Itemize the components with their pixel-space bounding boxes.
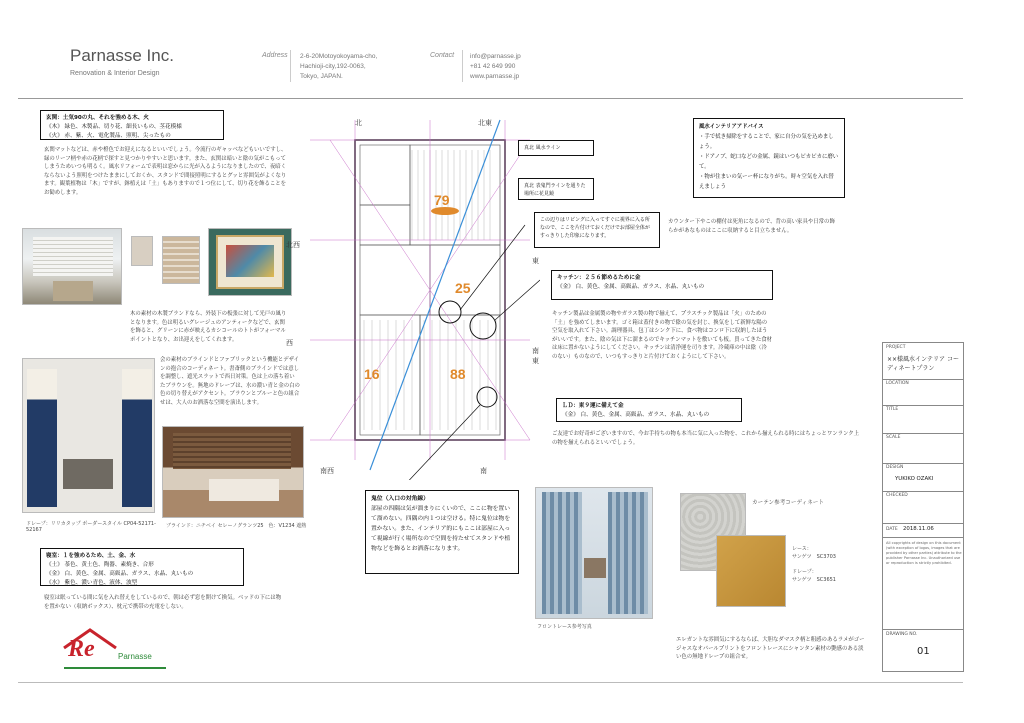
- wood-blind-photo: [22, 228, 122, 305]
- drawing-number: 01: [917, 646, 930, 657]
- project-label: PROJECT: [886, 345, 906, 350]
- bedroom-box-line: 《金》 白、黄色、金属、高級品、ガラス、水晶、丸いもの: [46, 571, 194, 577]
- bottom-rule: [18, 682, 963, 683]
- lace-photo-caption: フロントレース参考写真: [537, 624, 592, 630]
- lace-code: サンゲツ SC3703: [792, 554, 836, 560]
- ld-feng-shui-box: [556, 398, 742, 422]
- compass-north: 北: [355, 119, 362, 127]
- compass-west: 西: [286, 339, 293, 347]
- designer-name: YUKIKO OZAKI: [895, 476, 934, 482]
- advice-box-title: 風水インテリアアドバイス: [699, 124, 764, 130]
- contact-email[interactable]: info@parnasse.jp: [470, 53, 521, 60]
- zone-number-16: 16: [364, 366, 380, 382]
- ld-box-title: ＬＤ：東９運に備えて金: [562, 403, 624, 409]
- corner-box-title: 鬼位（入口の対角線）: [371, 496, 429, 502]
- entrance-box-line: 《火》 赤、紫、火、電化製品、照明、尖ったもの: [46, 133, 171, 139]
- kitchen-advice-text: キッチン製品は金属製の物やガラス製の物で揃えて、プラスチック製品は「火」のための「土」を強めてしまいます。ゴミ箱は蓋付きの物で陰の気を封じ、換気をして新鮮な陽の空気を取入れて下さい。調理器具、包丁はシンク下に、食べ物はコンロ下に収納したほうがいいです。また、陰の気は下に溜まるのでキッチンマットを敷いても板。買ってきた食材は床に置かないようにしてください。キッチンは清浄運を司ります。冷蔵庫の中は陰（冷のない）ものなので、いつもすっきりと片付けておくようにして下さい。: [552, 311, 772, 360]
- contact-block: [470, 52, 521, 82]
- fabric-advice-text: エレガントな雰囲気にするならば、大胆なダマスク柄と粗感のあるラメがゴージャスなオパールプリントをフロントレースにシャンタン素材の艶感のある淡い色の無地ドレープの組合せ。: [676, 637, 865, 661]
- drape-caption: ドレープ：リリカタップ ボーダースタイル CP04-52171-52167: [26, 521, 156, 533]
- entrance-box-title: 玄関：土気90の丸、それを強める木、火: [46, 115, 149, 121]
- advice-line: ・手で拭き掃除をすることで、家に自分の気を込めましょう。: [699, 134, 834, 150]
- blind-caption: ブラインド：ニチベイ セレーノグランツ25 色：V1234 遮熱: [166, 523, 307, 529]
- logo-name: Parnasse: [118, 652, 152, 661]
- drawing-number-label: DRAWING NO.: [886, 632, 918, 637]
- copyright-notice: All copyrights of design on this document (with exception of logos, images that are provided by other parties) attribute to the publisher Parnasse Inc. Unauthorized use or reproduction is strictly prohibited.: [886, 541, 962, 565]
- project-name: ××様風水インテリア コーディネートプラン: [887, 356, 959, 372]
- logo-mark: Re: [68, 636, 95, 662]
- advice-line: ・物が住まいの気ーー杯になりがち。時々空気を入れ替えましょう: [699, 174, 834, 190]
- company-name: Parnasse Inc.: [70, 46, 174, 65]
- bedroom-box-line: 《土》 茶色、黄土色、陶器、素焼き、合形: [46, 562, 154, 568]
- date-cell: [883, 523, 963, 538]
- checked-label: CHECKED: [886, 493, 908, 498]
- entrance-feng-shui-box: [40, 110, 224, 140]
- entrance-box-line: 《木》 緑色、木製品、切り花、細長いもの、茎花模様: [46, 124, 182, 130]
- date-label: DATE: [886, 527, 898, 532]
- kitchen-feng-shui-box: [551, 270, 773, 300]
- contact-label: Contact: [430, 52, 455, 59]
- feng-shui-advice-box: [693, 118, 845, 198]
- kitchen-box-line: 《金》 白、黄色、金属、高級品、ガラス、水晶、丸いもの: [557, 284, 705, 290]
- title-cell: [883, 405, 963, 434]
- design-cell: [883, 463, 963, 492]
- drape-label: ドレープ：: [792, 569, 817, 575]
- design-label: DESIGN: [886, 465, 904, 470]
- entrance-advice-text: 玄関マットなどは、赤や橙色でお迎えになるといいでしょう。今流行のギャッベなどもいいですし、緑のリーフ柄や赤の花柄で探すと見つかりやすいと思います。また、玄関は暗いと陰の気がこもってしまうためいつも明るく。風水リフォームで表明は窓からに光が入るようになりましたので、夜暗くならないよう照明をつけたままにしておくか、スタンドで間接照明にするとグッと雰囲気がよくなります。観葉植物は「木」ですが、鉢植えは「土」もありますので１つ位にして、切り花を飾ることをお勧めします。: [44, 147, 287, 196]
- blind-swatch-photo: [131, 236, 153, 266]
- blind-advice-text: 木の素材の木製ブランドなら、外装下の板張に対して光戸の風りとなります。色は明るいグレージュのアンティークなどで、玄関を飾ると、グリーンに赤が映えるカシコールのトトがフォーマルポイントとなり、お出迎えをしてくれます。: [130, 311, 287, 343]
- framed-art-photo: [208, 228, 292, 296]
- drape-curtain-photo: [22, 358, 155, 513]
- magnetic-north-note: 真北 風水ライン: [518, 140, 594, 156]
- compass-east: 東: [532, 257, 539, 265]
- location-cell: [883, 379, 963, 406]
- curtain-advice-text: 会の素材のブラインドとファブリックという機能とデザインの抱合のコーディネート。書斎側のブラインドでは意しを調整し、遮光スラットで西日対策。色は上の落ち着いたブラウンを。無地のドレーブは、水の濃い青と金の白の色の切り替えがアクセント。ブラウンとブルーと色の組合せは、大人のお洒落な空間を演出します。: [160, 357, 300, 406]
- address-line: Tokyo, JAPAN.: [300, 73, 343, 80]
- ld-box-line: 《金》 白、黄色、金属、高級品、ガラス、水晶、丸いもの: [562, 412, 710, 418]
- corner-box-text: 部屋の四隅は気が溜まりにくいので、ここに物を置いて溜めない。四隅の内１つは空ける。特に鬼位は物を置かない。また、インテリア的にもここは部屋に入って視線が行く場所なので空間を持たせてスタンドや植物などを飾るとお洒落になります。: [371, 506, 511, 552]
- header-divider: [462, 50, 463, 82]
- bedroom-box-title: 寝室：１を強めるため、土、金、水: [46, 553, 136, 559]
- floor-plan-drawing: [300, 110, 540, 480]
- drawing-date: 2018.11.06: [903, 526, 934, 532]
- compass-southeast: 南東: [532, 347, 539, 365]
- living-callout-box: この辺りはリビングに入ってすぐに視界に入る所なので、ここを片付けておくだけでお部屋全体がすっきりした印象になります。: [534, 212, 660, 248]
- checked-cell: [883, 491, 963, 524]
- compass-northwest: 北西: [286, 241, 300, 249]
- fabric-heading: カーテン参考コーディネート: [752, 500, 824, 506]
- zone-number-88: 88: [450, 366, 466, 382]
- advice-line: ・ドアノブ、蛇口などの金属、鏡はいつもピカピカに磨いて。: [699, 154, 839, 170]
- header-divider: [290, 50, 291, 82]
- zone-number-25: 25: [455, 280, 471, 296]
- title-block: [882, 342, 964, 672]
- company-tagline: Renovation & Interior Design: [70, 70, 160, 77]
- zone-number-79: 79: [434, 192, 450, 208]
- kitchen-box-title: キッチン：２５６節めるために金: [557, 275, 641, 281]
- address-line: Hachioji-city,192-0063,: [300, 63, 366, 70]
- blind-slat-photo: [162, 236, 200, 284]
- bedroom-advice-text: 寝室は眠っている間に気を入れ替えをしているので、朝は必ず窓を開けて換気。ベッドの下には物を置かない（収納ボックス）、枕元で携帯の充電をしない。: [44, 595, 282, 610]
- floor-plan: [286, 110, 540, 480]
- corner-feng-shui-box: [365, 490, 519, 574]
- title-label: TITLE: [886, 407, 899, 412]
- bedroom-feng-shui-box: [40, 548, 244, 586]
- drape-code: サンゲツ SC3651: [792, 577, 836, 583]
- parnasse-logo: [60, 624, 170, 670]
- drawing-number-cell: [883, 629, 963, 672]
- compass-south: 南: [480, 467, 487, 475]
- lace-label: レース：: [792, 546, 812, 552]
- contact-website[interactable]: www.parnasse.jp: [470, 73, 520, 80]
- address-block: [300, 52, 377, 82]
- front-lace-photo: [535, 487, 653, 619]
- header-rule: [18, 98, 963, 99]
- bedroom-box-line: 《水》 紫色、濃い青色、液体、波型: [46, 580, 138, 586]
- project-cell: [883, 343, 963, 380]
- bedroom-blind-photo: [162, 426, 304, 518]
- ld-advice-text: ご友達でお好奇がございますので、今お手持ちの物も本当に気に入った物を、これから揃えられる時にはちょっとワンランク上の物を揃えられるといいでしょう。: [552, 431, 860, 446]
- scale-label: SCALE: [886, 435, 901, 440]
- compass-northeast: 北東: [478, 119, 492, 127]
- drape-fabric-swatch: [716, 535, 786, 607]
- scale-cell: [883, 433, 963, 464]
- counter-storage-text: カウンター下やこの棚付は死角になるので、背の高い家具や日常の飾らかがあなものはここに収納すると目立ちません。: [668, 219, 835, 234]
- location-label: LOCATION: [886, 381, 909, 386]
- compass-southwest: 南西: [320, 467, 334, 475]
- kimon-line-note: 真北 表鬼門ラインを通りた場所に花見鏡: [518, 178, 594, 200]
- address-line: 2-6-20Motoyokoyama-cho,: [300, 53, 378, 60]
- contact-phone: +81 42 649 990: [470, 63, 516, 70]
- address-label: Address: [262, 52, 288, 59]
